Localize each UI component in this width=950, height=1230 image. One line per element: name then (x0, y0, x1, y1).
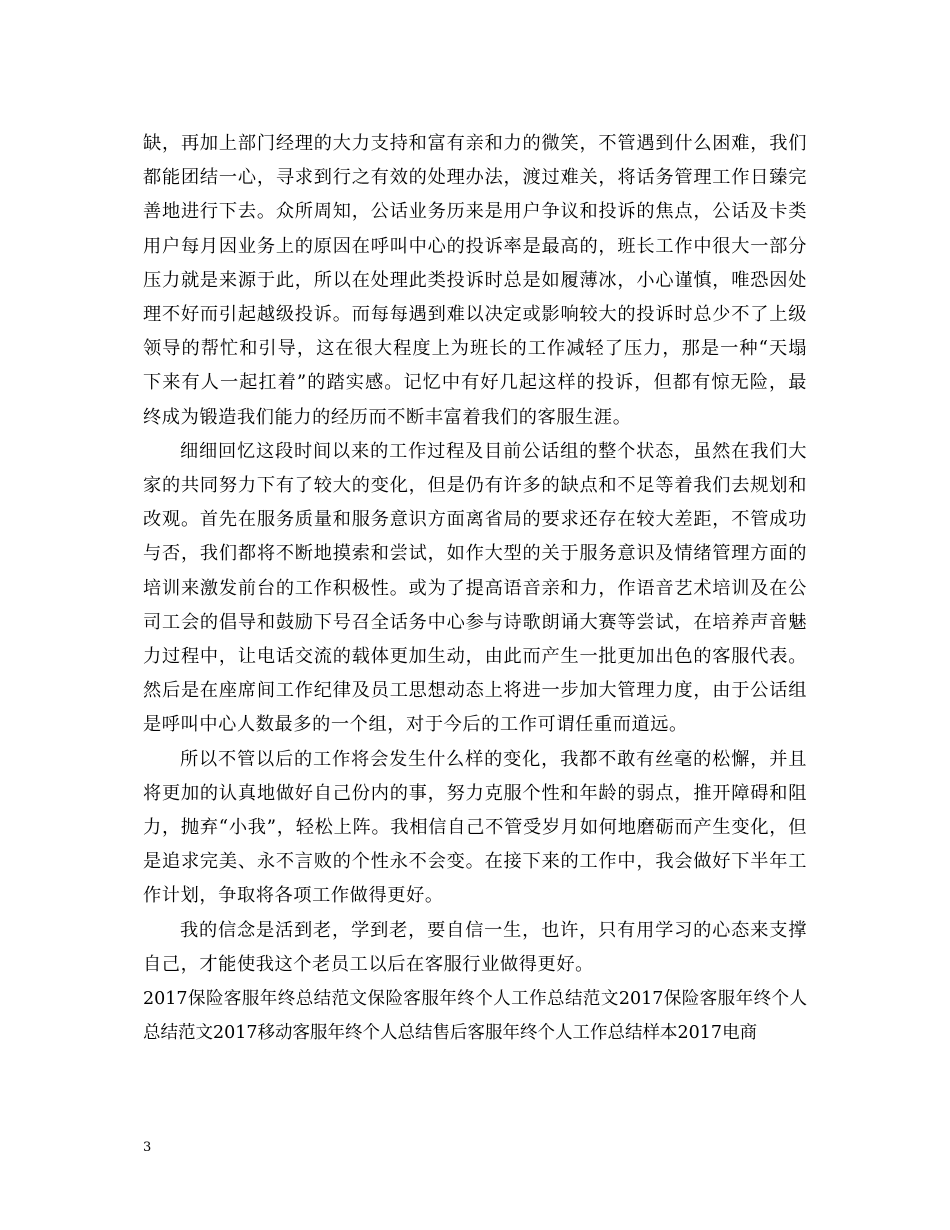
paragraph-reflection: 细细回忆这段时间以来的工作过程及目前公话组的整个状态，虽然在我们大家的共同努力下有了较大的变化，但是仍有许多的缺点和不足等着我们去规划和改观。首先在服务质量和服务意识方面离省局的要求还存在较大差距，不管成功与否，我们都将不断地摸索和尝试，如作大型的关于服务意识及情绪管理方面的培训来激发前台的工作积极性。或为了提高语音亲和力，作语音艺术培训及在公司工会的倡导和鼓励下号召全话务中心参与诗歌朗诵大赛等尝试，在培养声音魅力过程中，让电话交流的载体更加生动，由此而产生一批更加出色的客服代表。然后是在座席间工作纪律及员工思想动态上将进一步加大管理力度，由于公话组是呼叫中心人数最多的一个组，对于今后的工作可谓任重而道远。 (143, 440, 807, 736)
related-articles-text: 2017保险客服年终总结范文保险客服年终个人工作总结范文2017保险客服年终个人总结范文2017移动客服年终个人总结售后客服年终个人工作总结样本2017电商 (143, 989, 807, 1044)
page-number: 3 (143, 1140, 152, 1155)
paragraph-continued: 缺，再加上部门经理的大力支持和富有亲和力的微笑，不管遇到什么困难，我们都能团结一心，寻求到行之有效的处理办法，渡过难关，将话务管理工作日臻完善地进行下去。众所周知，公话业务历来是用户争议和投诉的焦点，公话及卡类用户每月因业务上的原因在呼叫中心的投诉率是最高的，班长工作中很大一部分压力就是来源于此，所以在处理此类投诉时总是如履薄冰，小心谨慎，唯恐因处理不好而引起越级投诉。而每每遇到难以决定或影响较大的投诉时总少不了上级领导的帮忙和引导，这在很大程度上为班长的工作减轻了压力，那是一种“天塌下来有人一起扛着”的踏实感。记忆中有好几起这样的投诉，但都有惊无险，最终成为锻造我们能力的经历而不断丰富着我们的客服生涯。 (143, 133, 807, 428)
paragraph-belief: 我的信念是活到老，学到老，要自信一生，也许，只有用学习的心态来支撑自己，才能使我这个老员工以后在客服行业做得更好。 (143, 919, 807, 975)
paragraph-commitment: 所以不管以后的工作将会发生什么样的变化，我都不敢有丝毫的松懈，并且将更加的认真地做好自己份内的事，努力克服个性和年龄的弱点，推开障碍和阻力，抛弃“小我”，轻松上阵。我相信自己不管受岁月如何地磨砺而产生变化，但是追求完美、永不言败的个性永不会变。在接下来的工作中，我会做好下半年工作计划，争取将各项工作做得更好。 (143, 748, 807, 907)
document-body (143, 127, 807, 1050)
